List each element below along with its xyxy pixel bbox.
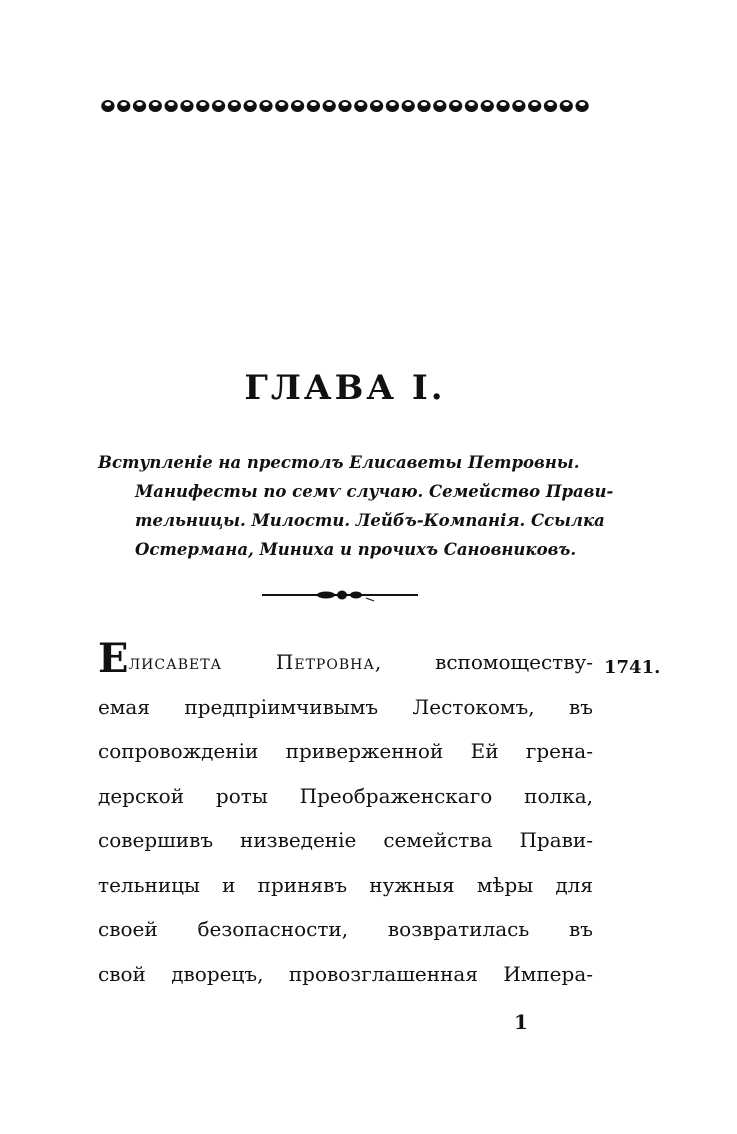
ornament-bead-highlight (263, 102, 269, 106)
ornament-bead-highlight (152, 102, 158, 106)
body-line: совершивъ низведеніе семейства Прави- (98, 828, 593, 852)
divider-ornament (262, 588, 418, 604)
ornament-bead-highlight (452, 102, 458, 106)
summary-line: Манифесты по семѵ случаю. Семейство Прави- (135, 482, 614, 501)
header-ornament (100, 95, 590, 115)
ornament-bead-highlight (184, 102, 190, 106)
ornament-bead-highlight (231, 102, 237, 106)
body-line-first (98, 635, 593, 685)
body-line: своей безопасности, возвратилась въ (98, 917, 593, 941)
ornament-bead-highlight (215, 102, 221, 106)
ornament-bead-highlight (532, 102, 538, 106)
body-line: тельницы и принявъ нужныя мѣры для (98, 872, 593, 897)
body-opening-name: лисавета Петровна, (128, 650, 383, 674)
ornament-bead-highlight (136, 102, 142, 106)
ornament-bead-highlight (547, 102, 553, 106)
body-line: емая предпріимчивымъ Лестокомъ, въ (98, 694, 593, 719)
body-text (98, 635, 593, 996)
body-line: дерской роты Преображенскаго полка, (98, 783, 593, 808)
ornament-bead-highlight (168, 102, 174, 106)
ornament-bead-highlight (484, 102, 490, 106)
ornament-bead-highlight (500, 102, 506, 106)
body-line-rest: вспомоществу- (435, 650, 593, 674)
ornament-bead-highlight (389, 102, 395, 106)
ornament-bead-highlight (437, 102, 443, 106)
chapter-title: ГЛАВА I. (244, 368, 446, 408)
ornament-bead-highlight (105, 102, 111, 106)
margin-year: 1741. (604, 657, 661, 678)
ornament-bead-highlight (294, 102, 300, 106)
ornament-bead-highlight (279, 102, 285, 106)
ornament-bead-highlight (342, 102, 348, 106)
body-line: свой дворецъ, провозглашенная Импера- (98, 961, 593, 986)
ornament-bead-highlight (326, 102, 332, 106)
signature-mark: 1 (514, 1010, 528, 1034)
ornament-bead-highlight (121, 102, 127, 106)
ornament-bead-highlight (358, 102, 364, 106)
ornament-bead-highlight (405, 102, 411, 106)
ornament-bead-highlight (200, 102, 206, 106)
ornament-bead-highlight (373, 102, 379, 106)
ornament-bead-highlight (516, 102, 522, 106)
ornament-bead-highlight (310, 102, 316, 106)
summary-line: Остермана, Миниха и прочихъ Сановниковъ. (135, 540, 577, 559)
body-line: сопровожденіи приверженной Ей грена- (98, 739, 593, 763)
chapter-summary (98, 448, 614, 564)
drop-cap: Е (98, 635, 129, 682)
ornament-bead-highlight (563, 102, 569, 106)
summary-line: тельницы. Милости. Лейбъ-Компанія. Ссылка (135, 511, 605, 530)
ornament-bead-highlight (247, 102, 253, 106)
ornament-bead-highlight (468, 102, 474, 106)
ornament-bead-highlight (579, 102, 585, 106)
summary-line: Вступленіе на престолъ Елисаветы Петровны. (98, 453, 580, 472)
ornament-bead-highlight (421, 102, 427, 106)
